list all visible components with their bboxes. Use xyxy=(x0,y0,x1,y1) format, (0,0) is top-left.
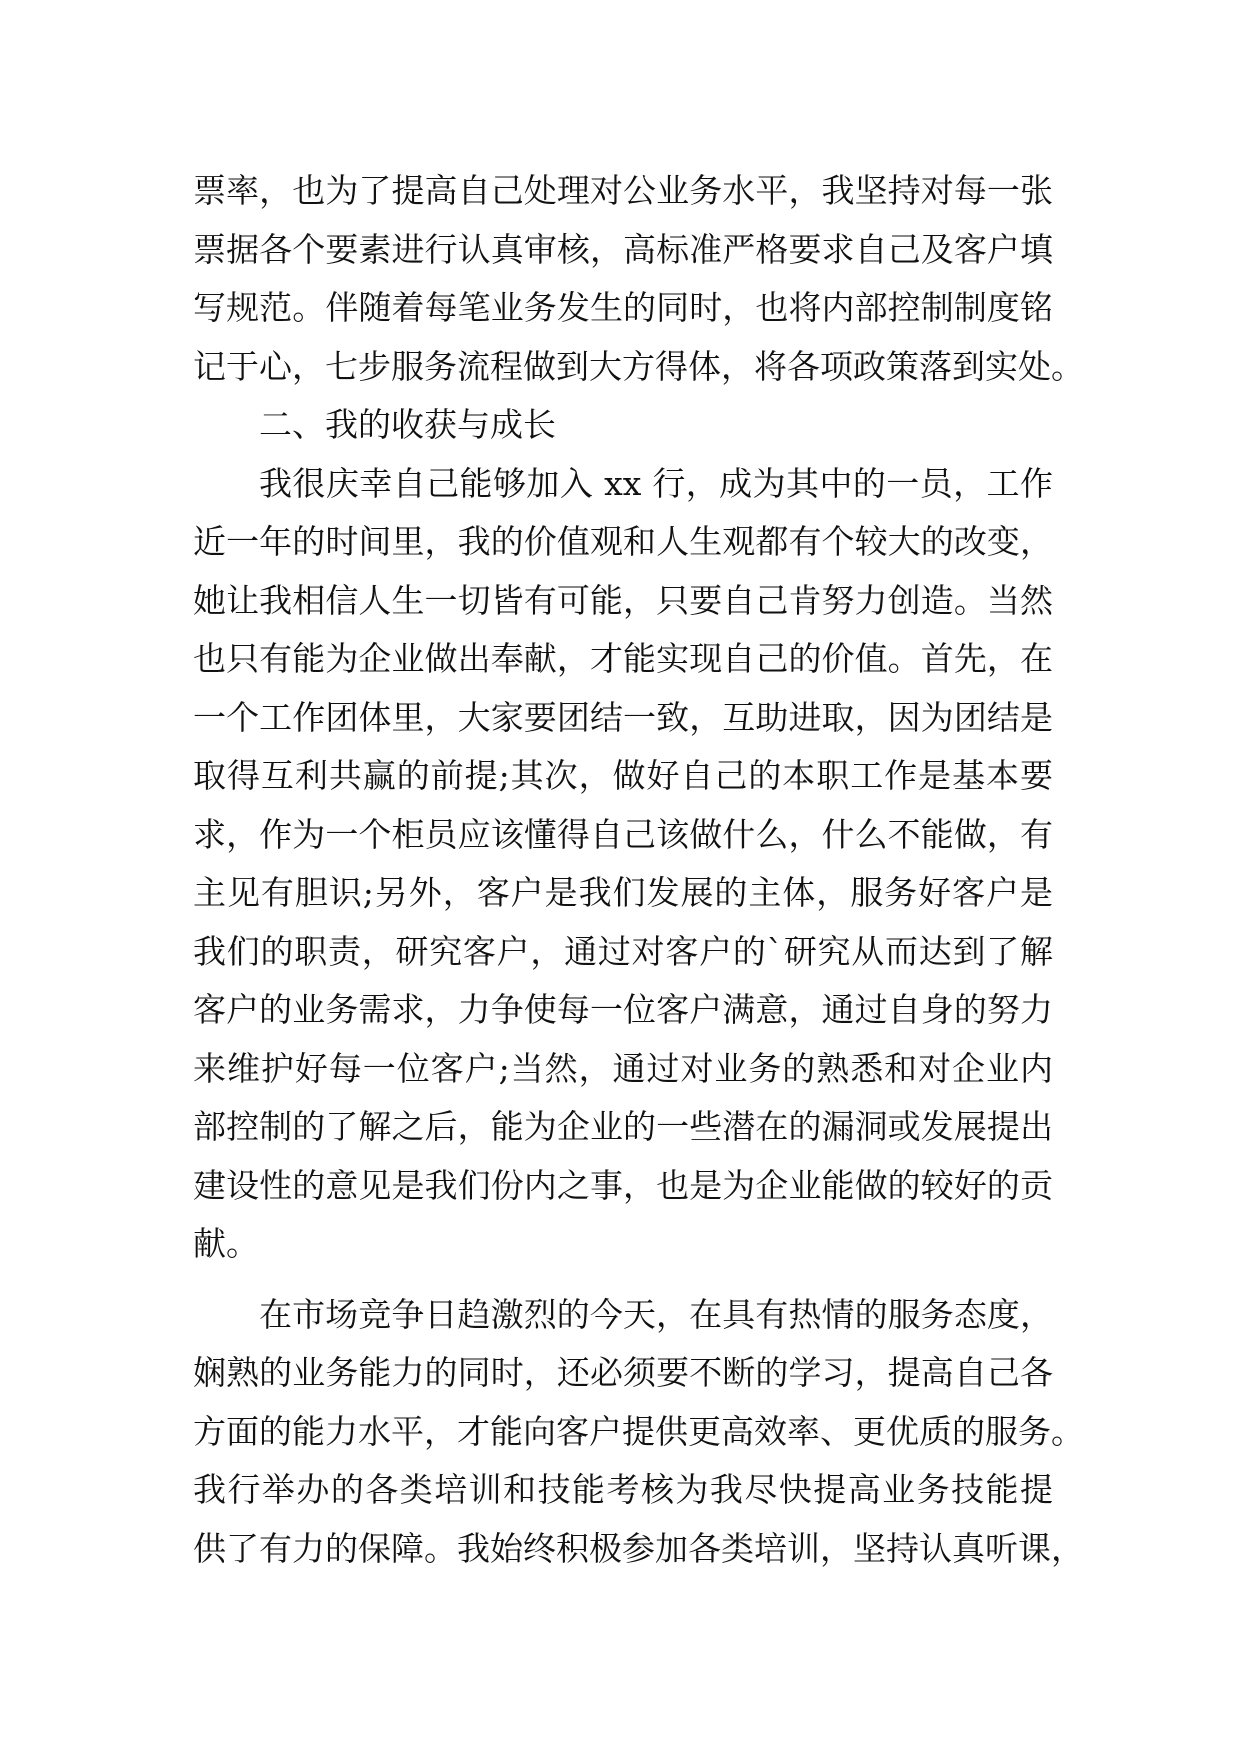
text-line: 主见有胆识;另外，客户是我们发展的主体，服务好客户是 xyxy=(193,873,1053,912)
text-line: 票据各个要素进行认真审核，高标准严格要求自己及客户填 xyxy=(193,229,1053,269)
text-line: 我很庆幸自己能够加入 xx 行，成为其中的一员，工作 xyxy=(259,463,1053,503)
text-line: 我们的职责，研究客户，通过对客户的`研究从而达到了解 xyxy=(193,931,1053,971)
text-line: 记于心，七步服务流程做到大方得体，将各项政策落到实处。 xyxy=(193,346,1084,386)
text-line: 她让我相信人生一切皆有可能，只要自己肯努力创造。当然 xyxy=(193,580,1053,620)
section-heading: 二、我的收获与成长 xyxy=(259,405,556,444)
paragraph-2 xyxy=(193,455,1053,1274)
text-line: 写规范。伴随着每笔业务发生的同时，也将内部控制制度铭 xyxy=(193,288,1053,327)
text-line: 票率，也为了提高自己处理对公业务水平，我坚持对每一张 xyxy=(193,171,1053,210)
text-line: 供了有力的保障。我始终积极参加各类培训，坚持认真听课， xyxy=(193,1528,1084,1568)
text-line: 娴熟的业务能力的同时，还必须要不断的学习，提高自己各 xyxy=(193,1353,1053,1392)
text-line: 取得互利共赢的前提;其次，做好自己的本职工作是基本要 xyxy=(193,756,1053,795)
text-line: 也只有能为企业做出奉献，才能实现自己的价值。首先，在 xyxy=(193,639,1053,678)
text-line: 求，作为一个柜员应该懂得自己该做什么，什么不能做，有 xyxy=(193,814,1053,854)
text-line: 在市场竞争日趋激烈的今天，在具有热情的服务态度， xyxy=(259,1294,1053,1334)
text-line: 建设性的意见是我们份内之事，也是为企业能做的较好的贡 xyxy=(193,1165,1053,1205)
text-line: 方面的能力水平，才能向客户提供更高效率、更优质的服务。 xyxy=(193,1411,1084,1451)
text-line: 来维护好每一位客户;当然，通过对业务的熟悉和对企业内 xyxy=(193,1048,1053,1088)
document-body xyxy=(193,162,1084,1578)
text-line: 献。 xyxy=(193,1224,259,1263)
text-line: 近一年的时间里，我的价值观和人生观都有个较大的改变， xyxy=(193,522,1053,561)
text-line: 客户的业务需求，力争使每一位客户满意，通过自身的努力 xyxy=(193,990,1053,1029)
text-line: 一个工作团体里，大家要团结一致，互助进取，因为团结是 xyxy=(193,697,1053,737)
paragraph-gap xyxy=(193,1274,1053,1286)
paragraph-3 xyxy=(193,1286,1084,1579)
paragraph-1 xyxy=(193,162,1084,396)
text-line: 我行举办的各类培训和技能考核为我尽快提高业务技能提 xyxy=(193,1470,1053,1509)
text-line: 部控制的了解之后，能为企业的一些潜在的漏洞或发展提出 xyxy=(193,1107,1053,1146)
